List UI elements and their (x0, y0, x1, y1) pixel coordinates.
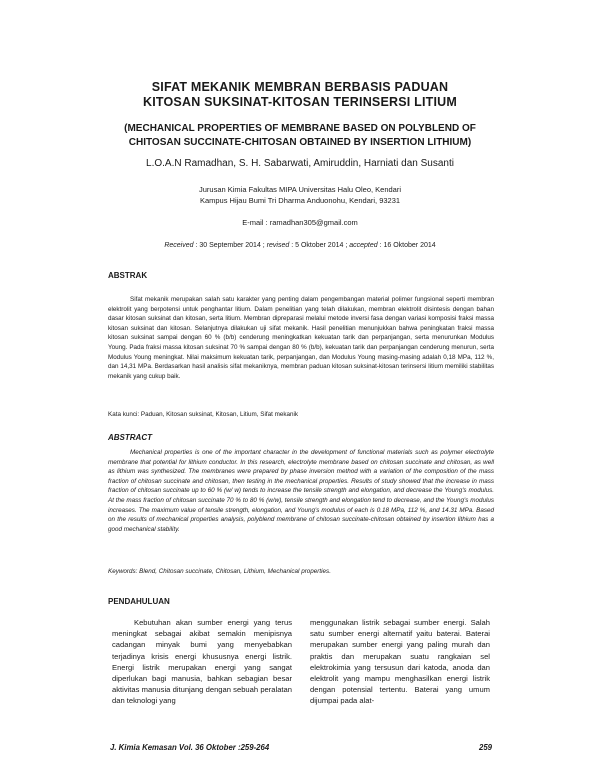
pendahuluan-column-left: Kebutuhan akan sumber energi yang terus meningkat sebagai akibat semakin menipisnya cadangan minyak bumi yang menyebabkan terjadinya krisis energi khususnya energi listrik. Energi listrik merupakan energi yang sangat diperlukan bagi manusia, bahkan sebagian besar aktivitas manusia ditunjang dengan sebuah peralatan dan teknologi yang (112, 618, 292, 706)
title-en-line-2: CHITOSAN SUCCINATE-CHITOSAN OBTAINED BY INSERTION LITHIUM) (128, 136, 472, 148)
paper-title-english (60, 122, 540, 149)
keywords: Keywords: Blend, Chitosan succinate, Chitosan, Lithium, Mechanical properties. (108, 568, 331, 575)
abstract-heading: ABSTRACT (108, 433, 152, 442)
title-line-2: KITOSAN SUKSINAT-KITOSAN TERINSERSI LITIUM (143, 95, 457, 109)
footer-journal-citation: J. Kimia Kemasan Vol. 36 Oktober :259-264 (110, 743, 270, 752)
revised-label: revised (266, 242, 290, 249)
author-list: L.O.A.N Ramadhan, S. H. Sabarwati, Amiruddin, Harniati dan Susanti (146, 158, 454, 169)
title-en-line-1: (MECHANICAL PROPERTIES OF MEMBRANE BASED ON POLYBLEND OF (124, 123, 476, 134)
accepted-label: accepted (349, 242, 378, 249)
email-address: E-mail : ramadhan305@gmail.com (242, 218, 358, 227)
affiliation-line-1: Jurusan Kimia Fakultas MIPA Universitas Halu Oleo, Kendari (198, 185, 402, 194)
submission-dates (60, 241, 540, 251)
page-number: 259 (478, 743, 492, 752)
pendahuluan-heading: PENDAHULUAN (108, 597, 170, 606)
kata-kunci: Kata kunci: Paduan, Kitosan suksinat, Kitosan, Litium, Sifat mekanik (108, 411, 299, 418)
paper-title (60, 80, 540, 110)
accepted-date: : 16 Oktober 2014 (379, 242, 436, 249)
abstrak-paragraph: Sifat mekanik merupakan salah satu karakter yang penting dalam pengembangan material polimer fungsional seperti membran elektrolit yang berpotensi untuk penghantar litium. Dalam penelitian yang telah dilakukan, membran elektrolit disintesis dengan bahan dasar kitosan suksinat dan kitosan, serta litium. Membran dipreparasi melalui metode inversi fasa dengan variasi komposisi fraksi massa kitosan suksinat dan kitosan. Selanjutnya dilakukan uji sifat mekanik. Hasil penelitian menunjukkan bahwa peningkatan fraksi massa kitosan suksinat sampai dengan 60 % (b/b) cenderung meningkatkan kekuatan tarik dan perpanjangan, serta menurunkan Modulus Young. Pada fraksi massa kitosan suksinat 70 % sampai dengan 80 % (b/b), kekuatan tarik dan perpanjangan cenderung menurun, serta Modulus Young meningkat. Nilai maksimum kekuatan tarik, perpanjangan, dan Modulus Young masing-masing adalah 0,18 MPa, 112 %, dan 14,31 MPa. Berdasarkan hasil analisis sifat mekaniknya, membran paduan kitosan suksinat-kitosan terinsersi litium memiliki stabilitas mekanik yang cukup baik. (108, 296, 494, 380)
affiliation (100, 184, 500, 206)
abstract-paragraph: Mechanical properties is one of the important character in the development of functional materials such as polymer electrolyte membrane that potential for lithium conductor. In this research, electrolyte membrane based on chitosan succinate and chitosan, as well as lithium was synthesized. The membranes were prepared by phase inversion method with a variation of the composition of the mass fraction of chitosan succinate and chitosan, then testing in the mechanical properties. Results of study showed that the increase in mass fraction of chitosan succinate up to 60 % (w/ w) tends to increase the tensile strength and elongation, and decrease the Young's modulus. At the mass fraction of chitosan succinate 70 % to 80 % (w/w), tensile strength and elongation tend to decrease, and the Young's modulus increases. The maximum value of tensile strength, elongation, and Young's modulus of each is 0.18 MPa, 112 %, and 14.31 MPa. Based on the results of mechanical properties analysis, polyblend membrane of chitosan succinate-chitosan obtained by insertion lithium has a good mechanical stability. (108, 449, 494, 533)
title-line-1: SIFAT MEKANIK MEMBRAN BERBASIS PADUAN (151, 80, 449, 94)
revised-date: : 5 Oktober 2014 ; (291, 242, 348, 249)
affiliation-line-2: Kampus Hijau Bumi Tri Dharma Anduonohu, Kendari, 93231 (199, 196, 401, 205)
received-label: Received (164, 242, 194, 249)
pendahuluan-column-right: menggunakan listrik sebagai sumber energi. Salah satu sumber energi alternatif yaitu baterai. Baterai merupakan sumber energi yang paling murah dan praktis dan merupakan suatu rangkaian sel elektrokimia yang tersusun dari katoda, anoda dan elektrolit yang mampu menghasilkan energi listrik dengan potensial tertentu. Baterai yang umum dijumpai pada alat- (310, 618, 490, 706)
received-date: : 30 September 2014 ; (195, 242, 265, 249)
abstrak-heading: ABSTRAK (108, 271, 148, 280)
